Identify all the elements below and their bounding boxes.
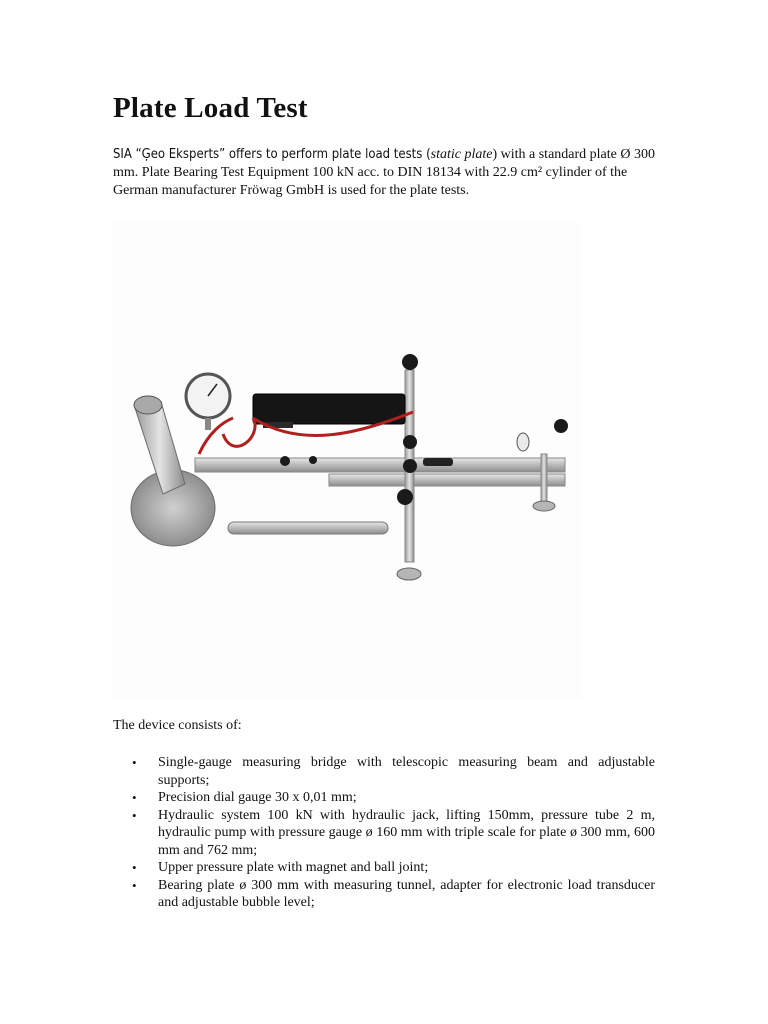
list-item [113,789,655,807]
support-foot-left [397,568,421,580]
list-item [113,807,655,860]
gauge-stem [205,418,211,430]
knob [402,354,418,370]
page-title: Plate Load Test [113,92,308,124]
bullet-icon: • [132,877,137,893]
support-foot-right [533,501,555,511]
telescopic-beam [329,474,565,486]
knob [397,489,413,505]
equipment-photo [113,222,581,700]
list-item-text: Bearing plate ø 300 mm with measuring tunnel, adapter for electronic load transducer and adjustable bubble level; [158,877,655,910]
list-item-text: Hydraulic system 100 kN with hydraulic jack, lifting 150mm, pressure tube 2 m, hydraulic pump with pressure gauge ø 160 mm with triple scale for plate ø 300 mm, 600 mm and 762 mm; [158,807,655,858]
bullet-icon: • [132,860,137,875]
list-item [113,754,655,789]
intro-italic-text: static plate [430,147,493,162]
consists-label: The device consists of: [113,718,242,733]
knob [554,419,568,433]
pressure-rod [228,522,388,534]
support-leg-right [541,454,547,506]
hydraulic-jack [135,402,185,494]
list-item-text: Precision dial gauge 30 x 0,01 mm; [158,790,357,805]
list-item-text: Single-gauge measuring bridge with telescopic measuring beam and adjustable supports; [158,755,655,788]
beam-handle [423,458,453,466]
list-item [113,859,655,877]
knob [280,456,290,466]
list-item-text: Upper pressure plate with magnet and ball joint; [158,860,429,875]
intro-rest-text: ) with a standard plate Ø 300 mm. Plate Bearing Test Equipment 100 kN acc. to DIN 18134 with 22.9 cm² cylinder of the German manufacturer Fröwag GmbH is used for the plate tests. [113,147,655,198]
equipment-list [113,754,655,912]
bullet-icon: • [132,807,137,823]
hydraulic-pump [253,394,405,424]
intro-paragraph [113,146,658,200]
dial-gauge [517,433,529,451]
knob [403,435,417,449]
list-item [113,877,655,912]
measuring-beam [195,458,565,472]
knob [403,459,417,473]
knob [309,456,317,464]
plate-load-equipment-illustration [113,222,581,700]
bullet-icon: • [132,755,137,770]
bullet-icon: • [132,790,137,805]
intro-company-text: SIA “Ģeo Eksperts” offers to perform plate load tests ( [113,147,431,162]
jack-top [134,396,162,414]
